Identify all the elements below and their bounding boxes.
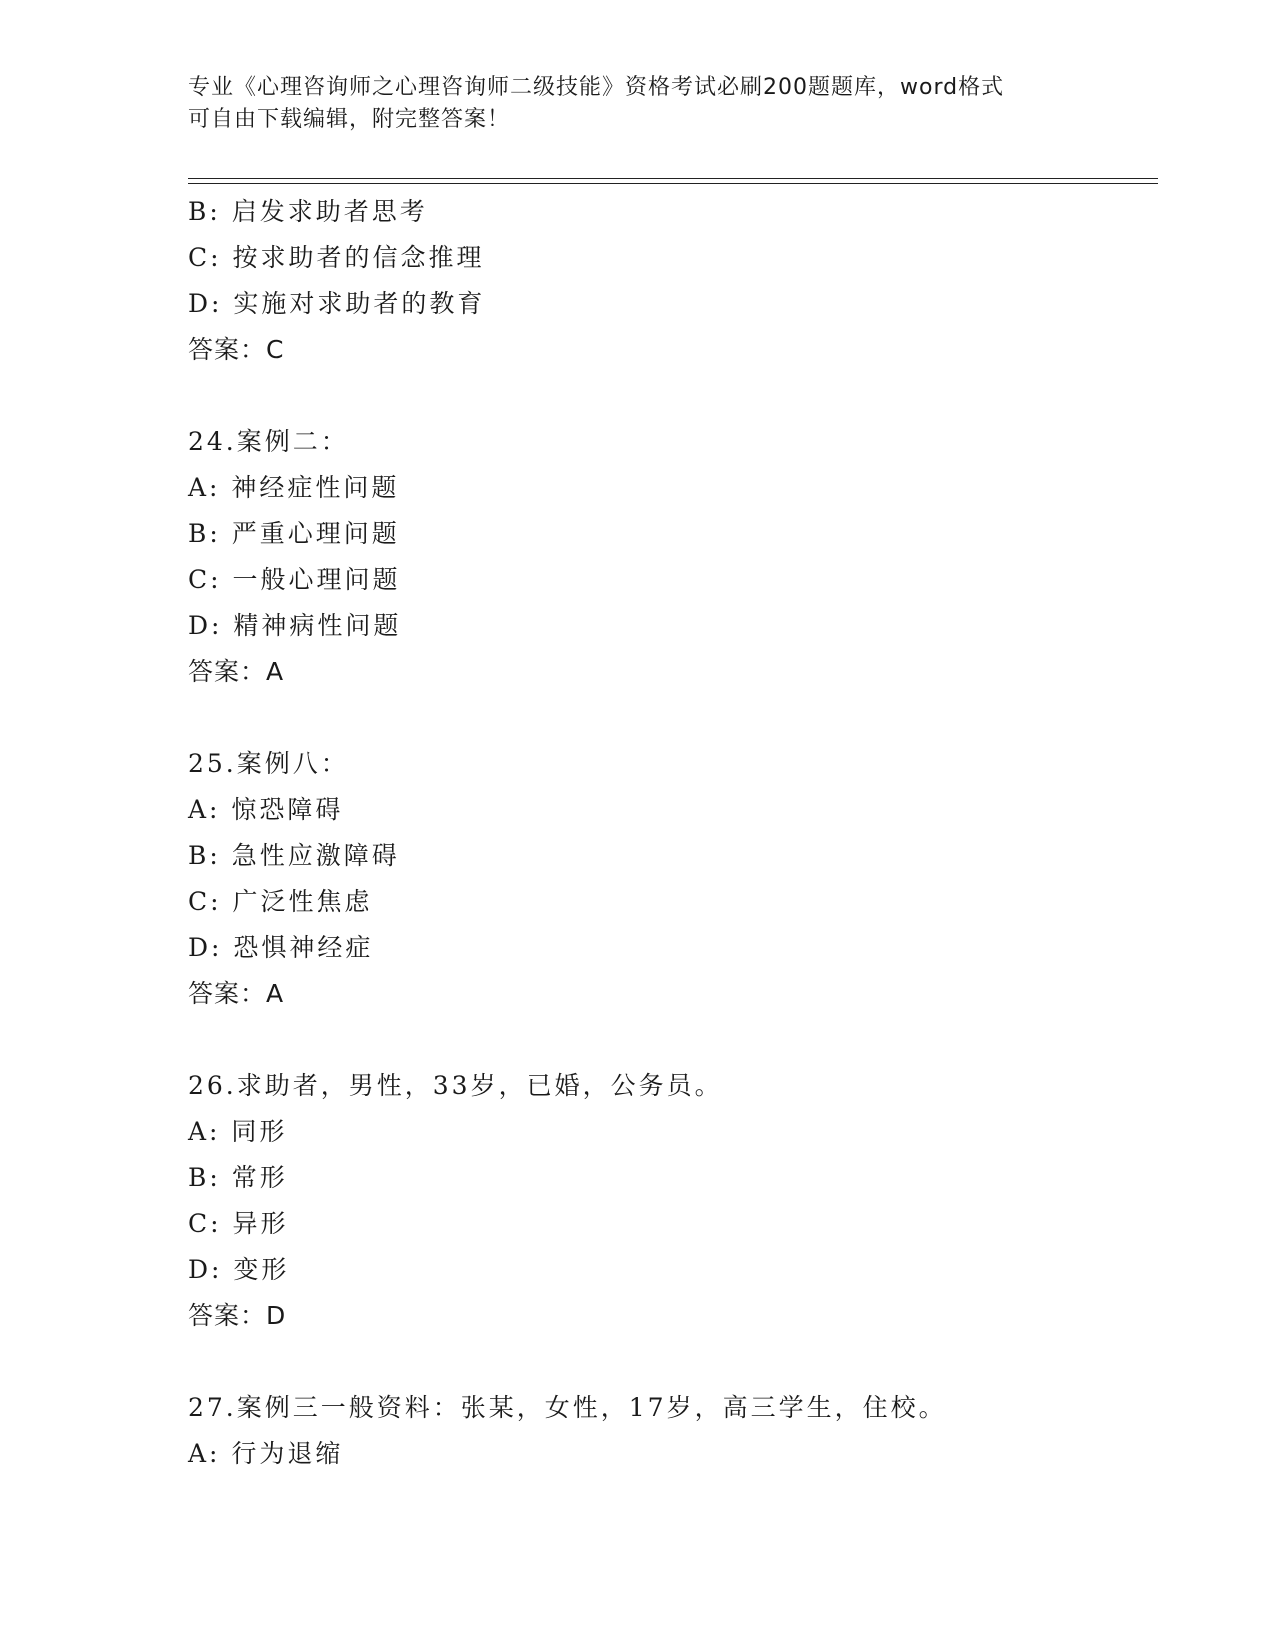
question-block-23 (188, 189, 1148, 373)
option-c: C: 异形 (188, 1209, 289, 1238)
answer-label: 答案：A (188, 657, 285, 686)
option-d: D: 精神病性问题 (188, 611, 402, 640)
spacer (188, 1017, 1148, 1063)
question-block-26 (188, 1063, 1148, 1339)
spacer (188, 373, 1148, 419)
question-title: 24.案例二： (188, 427, 349, 456)
option-d: D: 恐惧神经症 (188, 933, 374, 962)
header-divider-top (188, 178, 1158, 179)
option-a: A: 同形 (188, 1117, 288, 1146)
header-line-1: 专业《心理咨询师之心理咨询师二级技能》资格考试必刷200题题库，word格式 (188, 75, 1005, 100)
question-block-27 (188, 1385, 1148, 1477)
question-title: 26.求助者，男性，33岁，已婚，公务员。 (188, 1071, 723, 1100)
option-d: D: 实施对求助者的教育 (188, 289, 486, 318)
question-block-24 (188, 419, 1148, 695)
option-a: A: 神经症性问题 (188, 473, 400, 502)
spacer (188, 695, 1148, 741)
spacer (188, 1339, 1148, 1385)
header-line-2: 可自由下载编辑，附完整答案！ (188, 107, 511, 132)
header-divider-bottom (188, 183, 1158, 184)
question-list (188, 189, 1148, 1477)
option-c: C: 一般心理问题 (188, 565, 401, 594)
option-a: A: 行为退缩 (188, 1439, 344, 1468)
document-header (188, 72, 1088, 136)
option-a: A: 惊恐障碍 (188, 795, 344, 824)
option-b: B: 严重心理问题 (188, 519, 400, 548)
option-c: C: 按求助者的信念推理 (188, 243, 485, 272)
answer-label: 答案：C (188, 335, 285, 364)
option-b: B: 常形 (188, 1163, 288, 1192)
option-b: B: 急性应激障碍 (188, 841, 400, 870)
question-block-25 (188, 741, 1148, 1017)
option-d: D: 变形 (188, 1255, 290, 1284)
question-title: 27.案例三一般资料：张某，女性，17岁，高三学生，住校。 (188, 1393, 947, 1422)
answer-label: 答案：D (188, 1301, 287, 1330)
question-title: 25.案例八： (188, 749, 349, 778)
answer-label: 答案：A (188, 979, 285, 1008)
option-c: C: 广泛性焦虑 (188, 887, 373, 916)
option-b: B: 启发求助者思考 (188, 197, 428, 226)
